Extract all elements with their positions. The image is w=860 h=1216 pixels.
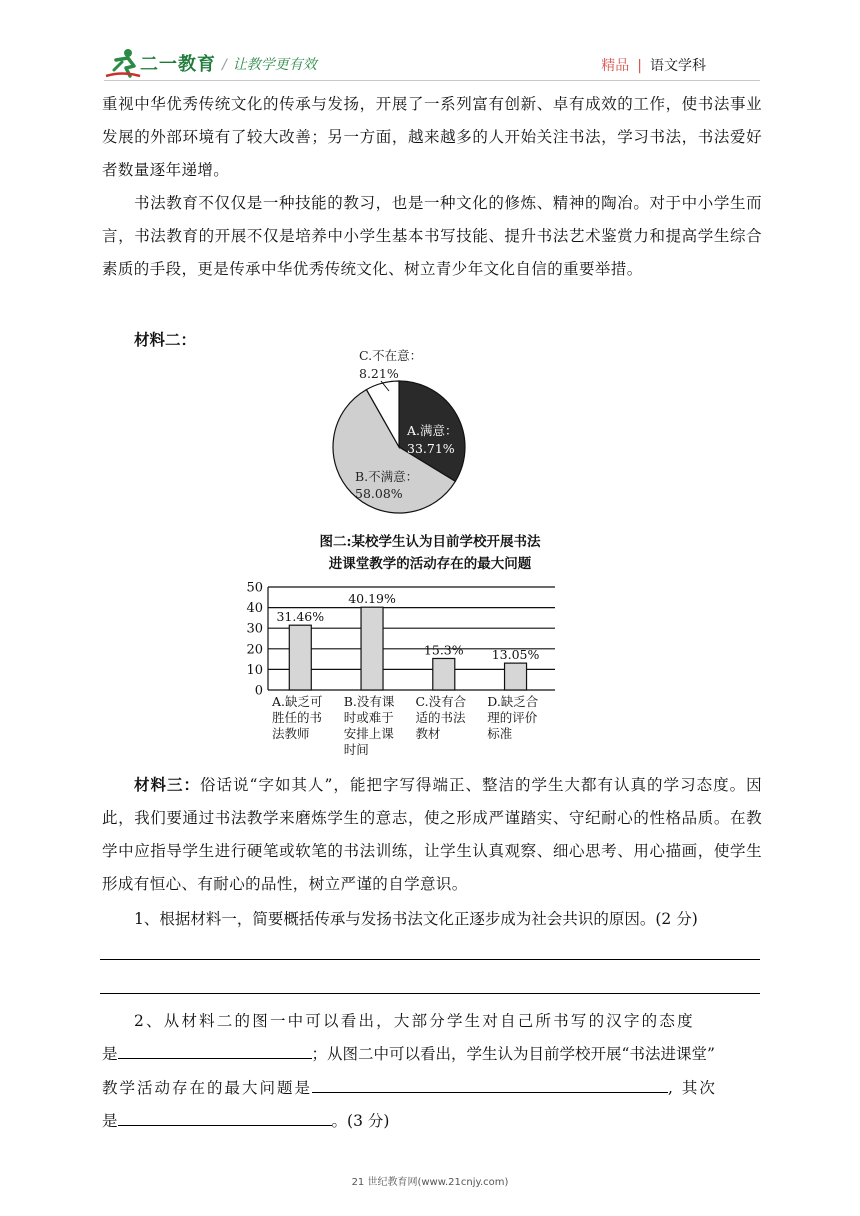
material-3-text: 俗话说“字如其人”，能把字写得端正、整洁的学生大都有认真的学习态度。因此，我们要通过书法教学来磨炼学生的意志，使之形成严谨踏实、守纪耐心的性格品质。在教学中应指导学生进行硬笔或软笔的书法训练，让学生认真观察、细心思考、用心描画，使学生形成有恒心、有耐心的品性，树立严谨的自学意识。 [102,776,762,893]
y-tick-label: 50 [246,580,263,596]
bar-value-label: 31.46% [276,609,325,625]
bar [505,663,527,690]
material-2-label: 材料二： [134,330,197,349]
bar [289,625,311,690]
y-tick-label: 10 [246,662,263,678]
q2-text-b: ；从图二中可以看出，学生认为目前学校开展“书法进课堂” [311,1045,715,1063]
pie-chart-svg [325,345,485,525]
logo-icon [104,46,144,80]
page-footer: 21 世纪教育网(www.21cnjy.com) [351,1177,509,1188]
bar-value-label: 40.19% [348,591,396,607]
answer-blank-3[interactable] [118,1108,332,1126]
material-3-label: 材料三： [134,775,201,794]
answer-blank-1[interactable] [118,1041,312,1059]
y-tick-label: 0 [254,683,263,699]
question-2-line-2 [102,1038,762,1071]
subject-tag: 精品 | 语文学科 [601,58,706,74]
bar [361,607,383,690]
pie-label-c: C.不在意： [359,348,423,363]
pie-value-b: 58.08% [355,486,403,501]
bar-value-label: 15.3% [423,642,464,658]
question-1: 1、根据材料一，简要概括传承与发扬书法文化正逐步成为社会共识的原因。(2 分) [134,910,698,928]
logo-text: 二一教育 [140,54,216,75]
paragraph-2: 书法教育不仅仅是一种技能的教习，也是一种文化的修炼、精神的陶冶。对于中小学生而言，书法教育的开展不仅是培养中小学生基本书写技能、提升书法艺术鉴赏力和提高学生综合素质的手段，更是传承中华优秀传统文化、树立青少年文化自信的重要举措。 [102,194,762,278]
y-tick-label: 30 [246,621,263,637]
slogan-text: 让教学更有效 [232,57,317,73]
category-label: 安排上课 [343,726,394,741]
category-label: 法教师 [272,726,310,741]
pie-value-a: 33.71% [407,441,455,456]
category-label: 理的评价 [487,710,538,725]
page-header [0,0,860,88]
pie-label-a: A.满意： [407,423,458,438]
question-2-line-1: 2、从材料二的图一中可以看出，大部分学生对自己所书写的汉字的态度 [134,1012,695,1030]
category-label: 胜任的书 [272,710,323,725]
paragraph-1: 重视中华优秀传统文化的传承与发扬，开展了一系列富有创新、卓有成效的工作，使书法事业发展的外部环境有了较大改善；另一方面，越来越多的人开始关注书法，学习书法，书法爱好者数量逐年递增。 [102,95,762,179]
bar-chart-title [230,531,630,575]
bar-chart [230,575,570,765]
pie-label-b: B.不满意： [355,469,419,484]
quality-tag: 精品 [601,58,630,74]
bar-chart-svg [230,575,570,765]
category-label: 适的书法 [415,710,466,725]
q2-text-a: 是 [102,1045,118,1063]
answer-blank-2[interactable] [312,1075,668,1093]
category-label: 教材 [415,726,441,741]
pie-chart [325,345,485,525]
q2-text-c: 教学活动存在的最大问题是 [102,1079,313,1097]
bar-chart-title-line-2: 进课堂教学的活动存在的最大问题 [328,556,532,572]
category-label: 时间 [343,742,369,757]
answer-line-2[interactable] [100,993,760,994]
category-label: A.缺乏可 [272,694,323,709]
q2-text-f: 。(3 分) [331,1112,390,1130]
question-2-line-3 [102,1072,762,1105]
y-tick-label: 20 [246,642,263,658]
header-divider [104,80,760,81]
q2-text-d: , 其次 [668,1079,717,1097]
q2-text-e: 是 [102,1112,118,1130]
category-label: 时或难于 [343,710,394,725]
question-2-line-4 [102,1105,762,1138]
category-label: 标准 [487,726,513,741]
category-label: D.缺乏合 [487,694,539,709]
material-3 [102,768,762,901]
bar-value-label: 13.05% [491,647,540,663]
answer-line-1[interactable] [100,959,760,960]
y-tick-label: 40 [246,601,263,617]
bar [433,658,455,690]
slogan: / 让教学更有效 [222,57,317,73]
subject-label: 语文学科 [650,58,706,74]
pie-value-c: 8.21% [359,366,399,381]
category-label: C.没有合 [415,694,467,709]
category-label: B.没有课 [343,694,395,709]
bar-chart-title-line-1: 图二:某校学生认为目前学校开展书法 [319,534,541,550]
